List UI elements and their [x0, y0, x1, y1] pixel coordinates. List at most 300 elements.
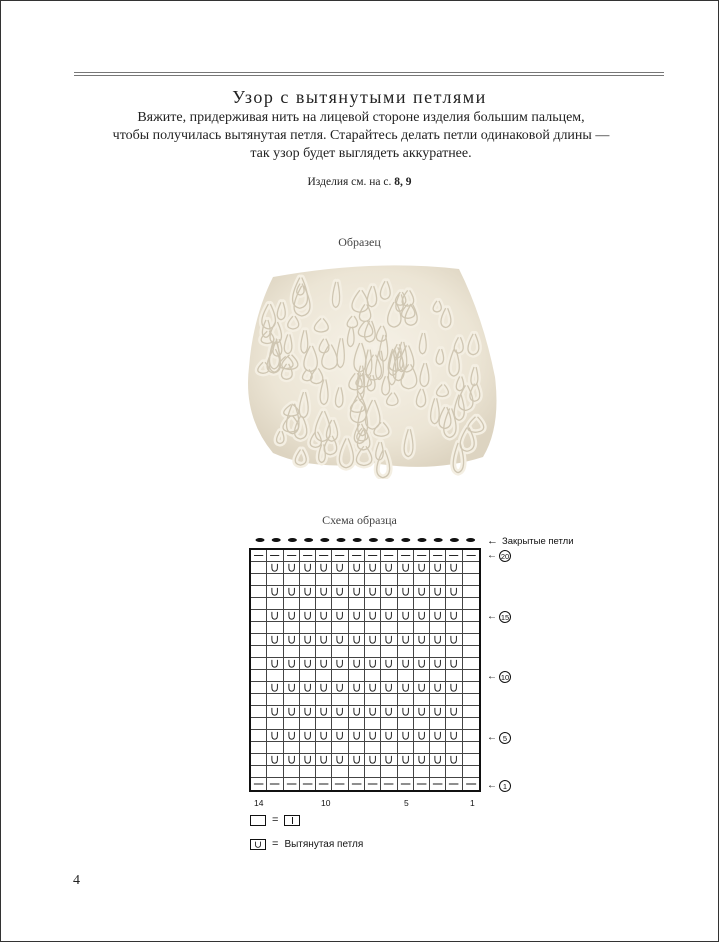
- knit-stitch-cell: [430, 670, 446, 682]
- purl-stitch-cell: [365, 778, 381, 790]
- knit-stitch-cell: [349, 742, 365, 754]
- loop-stitch-cell: [414, 730, 430, 742]
- knit-stitch-cell: [463, 646, 479, 658]
- loop-stitch-cell: [398, 682, 414, 694]
- knit-stitch-cell: [463, 730, 479, 742]
- loop-stitch-cell: [365, 562, 381, 574]
- row-number: 10: [500, 672, 510, 682]
- bind-off-label: [487, 535, 574, 547]
- knit-stitch-cell: [446, 622, 462, 634]
- row-number: 1: [499, 780, 511, 792]
- loop-stitch-cell: [316, 610, 332, 622]
- loop-stitch-cell: [365, 730, 381, 742]
- knit-stitch-cell: [430, 718, 446, 730]
- sample-photo: [233, 257, 509, 479]
- loop-stitch-cell: [381, 562, 397, 574]
- empty-cell-symbol: [250, 815, 266, 826]
- knit-stitch-cell: [463, 670, 479, 682]
- project-references: [1, 176, 718, 188]
- row-number: 15: [500, 612, 510, 622]
- knit-stitch-cell: [284, 574, 300, 586]
- loop-stitch-cell: [430, 706, 446, 718]
- knit-stitch-cell: [398, 718, 414, 730]
- loop-stitch-cell: [284, 658, 300, 670]
- knit-stitch-cell: [463, 706, 479, 718]
- loop-stitch-cell: [349, 562, 365, 574]
- knit-stitch-cell: [316, 742, 332, 754]
- knit-stitch-cell: [430, 574, 446, 586]
- knit-stitch-cell: [446, 574, 462, 586]
- knit-stitch-cell: [446, 646, 462, 658]
- pattern-title: Узор с вытянутыми петлями: [232, 87, 487, 107]
- knit-stitch-cell: [251, 562, 267, 574]
- loop-stitch-cell: [267, 658, 283, 670]
- loop-stitch-cell: [300, 586, 316, 598]
- knit-stitch-cell: [267, 694, 283, 706]
- arrow-left-icon: ←: [487, 671, 497, 682]
- loop-stitch-cell: [300, 706, 316, 718]
- loop-stitch-cell: [316, 730, 332, 742]
- knit-stitch-cell: [446, 718, 462, 730]
- loop-stitch-cell: [316, 658, 332, 670]
- arrow-left-icon: ←: [487, 780, 497, 791]
- knit-stitch-cell: [300, 622, 316, 634]
- knit-stitch-cell: [267, 670, 283, 682]
- purl-stitch-cell: [430, 550, 446, 562]
- loop-stitch-cell: [365, 610, 381, 622]
- loop-stitch-cell: [430, 754, 446, 766]
- loop-stitch-cell: [332, 706, 348, 718]
- loop-stitch-cell: [414, 634, 430, 646]
- knit-stitch-cell: [463, 694, 479, 706]
- bind-off-stitch: [337, 538, 346, 542]
- loop-stitch-cell: [316, 706, 332, 718]
- knit-stitch-cell: [463, 742, 479, 754]
- loop-stitch-cell: [349, 610, 365, 622]
- loop-stitch-cell: [300, 754, 316, 766]
- row-marker-20: [487, 549, 511, 563]
- knit-stitch-cell: [267, 646, 283, 658]
- knit-stitch-cell: [381, 646, 397, 658]
- loop-stitch-cell: [398, 586, 414, 598]
- pattern-description: [61, 109, 661, 163]
- loop-stitch-cell: [430, 610, 446, 622]
- knit-stitch-cell: [332, 766, 348, 778]
- loop-stitch-cell: [414, 586, 430, 598]
- arrow-left-icon: ←: [487, 611, 497, 622]
- knit-stitch-cell: [398, 622, 414, 634]
- knit-stitch-cell: [316, 766, 332, 778]
- bind-off-stitch: [320, 538, 329, 542]
- loop-stitch-cell: [365, 658, 381, 670]
- knit-stitch-cell: [251, 682, 267, 694]
- knit-stitch-cell: [332, 670, 348, 682]
- loop-stitch-cell: [332, 586, 348, 598]
- knit-stitch-cell: [414, 574, 430, 586]
- purl-stitch-cell: [349, 550, 365, 562]
- column-number: 10: [321, 798, 331, 808]
- knit-stitch-cell: [398, 742, 414, 754]
- loop-stitch-cell: [398, 754, 414, 766]
- column-number: 5: [404, 798, 409, 808]
- loop-stitch-label: Вытянутая петля: [284, 838, 364, 850]
- loop-stitch-cell: [300, 658, 316, 670]
- page-number: 4: [73, 873, 80, 888]
- bind-off-stitch: [256, 538, 265, 542]
- purl-stitch-cell: [316, 778, 332, 790]
- loop-stitch-cell: [267, 586, 283, 598]
- knit-stitch-cell: [365, 598, 381, 610]
- knit-stitch-cell: [300, 766, 316, 778]
- description-line: чтобы получилась вытянутая петля. Старайтесь делать петли одинаковой длины —: [112, 128, 610, 143]
- knit-stitch-cell: [446, 670, 462, 682]
- knit-stitch-cell: [267, 766, 283, 778]
- knit-stitch-cell: [365, 646, 381, 658]
- loop-stitch-cell: [300, 562, 316, 574]
- loop-stitch-cell: [349, 730, 365, 742]
- purl-stitch-cell: [398, 778, 414, 790]
- knit-stitch-cell: [300, 694, 316, 706]
- knit-stitch-cell: [365, 718, 381, 730]
- bind-off-stitch: [450, 538, 459, 542]
- loop-stitch-cell: [381, 658, 397, 670]
- loop-stitch-cell: [446, 586, 462, 598]
- knit-stitch-cell: [316, 574, 332, 586]
- loop-stitch-cell: [430, 562, 446, 574]
- knit-stitch-cell: [251, 574, 267, 586]
- knit-stitch-cell: [463, 574, 479, 586]
- purl-stitch-cell: [446, 778, 462, 790]
- loop-stitch-cell: [381, 634, 397, 646]
- knit-stitch-cell: [267, 622, 283, 634]
- purl-stitch-cell: [284, 778, 300, 790]
- knit-stitch-cell: [349, 598, 365, 610]
- loop-stitch-cell: [332, 562, 348, 574]
- knit-stitch-cell: [332, 598, 348, 610]
- knit-stitch-cell: [365, 694, 381, 706]
- knit-stitch-cell: [398, 598, 414, 610]
- knit-stitch-cell: [251, 634, 267, 646]
- row-marker-10: [487, 670, 511, 684]
- loop-stitch-cell: [446, 706, 462, 718]
- legend-equals: =: [272, 814, 279, 826]
- knit-stitch-cell: [332, 574, 348, 586]
- knit-stitch-cell: [332, 646, 348, 658]
- purl-stitch-cell: [332, 550, 348, 562]
- knit-stitch-cell: [381, 742, 397, 754]
- loop-stitch-cell: [300, 634, 316, 646]
- stitch-chart-grid: [249, 548, 481, 792]
- knit-stitch-cell: [267, 742, 283, 754]
- knit-stitch-cell: [332, 694, 348, 706]
- loop-stitch-cell: [398, 706, 414, 718]
- loop-stitch-symbol: [250, 839, 266, 850]
- row-number: 20: [500, 551, 510, 561]
- knit-stitch-cell: [316, 622, 332, 634]
- knit-stitch-cell: [284, 718, 300, 730]
- loop-stitch-cell: [414, 754, 430, 766]
- purl-stitch-cell: [300, 550, 316, 562]
- legend-loop: [250, 838, 363, 850]
- loop-stitch-cell: [414, 562, 430, 574]
- knit-stitch-cell: [446, 598, 462, 610]
- loop-stitch-cell: [381, 682, 397, 694]
- loop-stitch-cell: [365, 586, 381, 598]
- knit-stitch-cell: [414, 742, 430, 754]
- bind-off-stitch: [401, 538, 410, 542]
- loop-stitch-cell: [267, 754, 283, 766]
- bind-off-stitch: [466, 538, 475, 542]
- knit-stitch-cell: [349, 574, 365, 586]
- knit-stitch-cell: [463, 598, 479, 610]
- bind-off-stitch: [434, 538, 443, 542]
- bind-off-stitch: [369, 538, 378, 542]
- row-marker-1: [487, 779, 511, 793]
- loop-stitch-cell: [446, 754, 462, 766]
- knit-stitch-cell: [414, 718, 430, 730]
- loop-stitch-cell: [267, 706, 283, 718]
- knit-stitch-cell: [414, 646, 430, 658]
- purl-stitch-cell: [300, 778, 316, 790]
- knit-stitch-cell: [284, 742, 300, 754]
- knit-stitch-cell: [430, 598, 446, 610]
- purl-stitch-cell: [463, 778, 479, 790]
- knit-stitch-cell: [251, 658, 267, 670]
- arrow-left-icon: ←: [487, 732, 497, 743]
- knit-stitch-cell: [349, 622, 365, 634]
- loop-stitch-cell: [267, 634, 283, 646]
- arrow-left-icon: ←: [487, 550, 497, 561]
- loop-stitch-cell: [316, 634, 332, 646]
- knit-stitch-cell: [398, 766, 414, 778]
- loop-stitch-cell: [398, 610, 414, 622]
- loop-stitch-cell: [446, 610, 462, 622]
- loop-stitch-cell: [414, 610, 430, 622]
- knit-stitch-cell: [316, 718, 332, 730]
- loop-stitch-cell: [446, 730, 462, 742]
- knit-stitch-cell: [398, 670, 414, 682]
- knit-stitch-cell: [300, 598, 316, 610]
- knit-stitch-cell: [463, 754, 479, 766]
- knit-stitch-cell: [430, 742, 446, 754]
- purl-stitch-cell: [267, 778, 283, 790]
- loop-stitch-cell: [332, 682, 348, 694]
- purl-stitch-cell: [381, 778, 397, 790]
- purl-stitch-cell: [251, 550, 267, 562]
- knit-stitch-cell: [284, 670, 300, 682]
- knit-stitch-cell: [398, 574, 414, 586]
- loop-stitch-cell: [430, 682, 446, 694]
- column-number: 14: [254, 798, 264, 808]
- loop-stitch-cell: [446, 562, 462, 574]
- loop-stitch-cell: [365, 754, 381, 766]
- loop-stitch-cell: [332, 754, 348, 766]
- bind-off-stitch: [418, 538, 427, 542]
- loop-stitch-cell: [398, 562, 414, 574]
- knit-stitch-cell: [251, 730, 267, 742]
- knit-stitch-cell: [251, 670, 267, 682]
- purl-stitch-cell: [332, 778, 348, 790]
- knit-stitch-cell: [349, 694, 365, 706]
- knit-stitch-cell: [414, 670, 430, 682]
- loop-stitch-cell: [332, 634, 348, 646]
- loop-stitch-cell: [284, 706, 300, 718]
- knit-stitch-cell: [251, 622, 267, 634]
- loop-stitch-cell: [316, 586, 332, 598]
- knit-stitch-cell: [365, 742, 381, 754]
- knit-stitch-cell: [284, 598, 300, 610]
- chart-label: Схема образца: [322, 513, 397, 527]
- loop-stitch-cell: [332, 610, 348, 622]
- loop-stitch-cell: [316, 682, 332, 694]
- loop-stitch-cell: [381, 730, 397, 742]
- loop-stitch-cell: [332, 658, 348, 670]
- knit-stitch-cell: [414, 694, 430, 706]
- knit-stitch-cell: [251, 646, 267, 658]
- knit-stitch-cell: [414, 622, 430, 634]
- loop-stitch-cell: [300, 610, 316, 622]
- knit-stitch-cell: [251, 766, 267, 778]
- knit-stitch-cell: [463, 610, 479, 622]
- knit-stitch-cell: [381, 670, 397, 682]
- bind-off-row: [252, 536, 480, 544]
- knit-stitch-cell: [365, 766, 381, 778]
- knit-stitch-cell: [284, 622, 300, 634]
- knit-stitch-cell: [284, 694, 300, 706]
- loop-stitch-cell: [414, 658, 430, 670]
- knit-stitch-cell: [381, 718, 397, 730]
- knit-stitch-cell: [332, 718, 348, 730]
- knit-stitch-cell: [381, 622, 397, 634]
- loop-stitch-cell: [430, 634, 446, 646]
- knit-stitch-cell: [430, 766, 446, 778]
- bind-off-stitch: [385, 538, 394, 542]
- knit-stitch-cell: [316, 646, 332, 658]
- purl-stitch-cell: [365, 550, 381, 562]
- purl-stitch-cell: [414, 550, 430, 562]
- knit-stitch-cell: [251, 718, 267, 730]
- loop-stitch-cell: [349, 754, 365, 766]
- loop-stitch-cell: [414, 682, 430, 694]
- knit-stitch-cell: [251, 598, 267, 610]
- knit-stitch-cell: [381, 574, 397, 586]
- loop-stitch-cell: [349, 634, 365, 646]
- knit-stitch-cell: [398, 646, 414, 658]
- sample-label: Образец: [338, 235, 381, 249]
- knit-stitch-cell: [381, 694, 397, 706]
- purl-stitch-cell: [316, 550, 332, 562]
- loop-stitch-cell: [267, 562, 283, 574]
- loop-stitch-cell: [284, 730, 300, 742]
- knit-stitch-cell: [381, 766, 397, 778]
- purl-stitch-cell: [267, 550, 283, 562]
- knit-stitch-cell: [349, 718, 365, 730]
- loop-stitch-cell: [430, 730, 446, 742]
- loop-stitch-cell: [284, 682, 300, 694]
- loop-stitch-cell: [284, 634, 300, 646]
- description-line: Вяжите, придерживая нить на лицевой стороне изделия большим пальцем,: [137, 110, 585, 125]
- loop-stitch-cell: [365, 634, 381, 646]
- loop-stitch-cell: [284, 586, 300, 598]
- knit-stitch-cell: [267, 574, 283, 586]
- loop-stitch-cell: [365, 706, 381, 718]
- knit-stitch-cell: [463, 562, 479, 574]
- legend-knit: [250, 814, 300, 826]
- knit-stitch-cell: [267, 598, 283, 610]
- purl-stitch-cell: [430, 778, 446, 790]
- loop-stitch-cell: [446, 658, 462, 670]
- loop-stitch-cell: [316, 562, 332, 574]
- bind-off-stitch: [288, 538, 297, 542]
- loop-stitch-cell: [381, 586, 397, 598]
- loop-stitch-cell: [381, 706, 397, 718]
- knit-stitch-cell: [332, 622, 348, 634]
- knit-stitch-cell: [251, 754, 267, 766]
- purl-stitch-cell: [463, 550, 479, 562]
- refs-pages: 8, 9: [394, 176, 412, 188]
- loop-stitch-cell: [398, 634, 414, 646]
- bind-off-stitch: [353, 538, 362, 542]
- loop-stitch-cell: [267, 682, 283, 694]
- purl-stitch-cell: [349, 778, 365, 790]
- loop-stitch-cell: [267, 730, 283, 742]
- knit-stitch-cell: [430, 646, 446, 658]
- knit-stitch-cell: [430, 622, 446, 634]
- knit-stitch-cell: [300, 742, 316, 754]
- purl-stitch-cell: [381, 550, 397, 562]
- knit-stitch-cell: [251, 610, 267, 622]
- knit-stitch-cell: [446, 742, 462, 754]
- loop-stitch-cell: [365, 682, 381, 694]
- knit-stitch-cell: [398, 694, 414, 706]
- loop-stitch-cell: [430, 658, 446, 670]
- knit-stitch-cell: [349, 646, 365, 658]
- knit-stitch-cell: [446, 694, 462, 706]
- loop-stitch-cell: [349, 658, 365, 670]
- loop-stitch-cell: [398, 730, 414, 742]
- knit-stitch-cell: [381, 598, 397, 610]
- knit-stitch-cell: [463, 634, 479, 646]
- knit-stitch-cell: [365, 574, 381, 586]
- knit-stitch-cell: [414, 598, 430, 610]
- knit-stitch-cell: [463, 658, 479, 670]
- legend-equals: =: [272, 838, 279, 850]
- loop-stitch-cell: [349, 706, 365, 718]
- knit-stitch-cell: [251, 742, 267, 754]
- loop-stitch-cell: [332, 730, 348, 742]
- knit-stitch-cell: [463, 766, 479, 778]
- purl-stitch-cell: [398, 550, 414, 562]
- loop-stitch-cell: [267, 610, 283, 622]
- loop-stitch-cell: [284, 562, 300, 574]
- loop-stitch-cell: [349, 586, 365, 598]
- loop-stitch-cell: [349, 682, 365, 694]
- knit-stitch-cell: [463, 682, 479, 694]
- row-marker-15: [487, 610, 511, 624]
- knit-stitch-cell: [446, 766, 462, 778]
- knit-stitch-cell: [251, 694, 267, 706]
- purl-stitch-cell: [414, 778, 430, 790]
- knit-stitch-cell: [284, 766, 300, 778]
- arrow-left-icon: ←: [487, 535, 498, 547]
- purl-stitch-cell: [251, 778, 267, 790]
- purl-stitch-cell: [284, 550, 300, 562]
- bind-off-stitch: [304, 538, 313, 542]
- knit-stitch-cell: [414, 766, 430, 778]
- loop-stitch-cell: [414, 706, 430, 718]
- knit-stitch-cell: [251, 586, 267, 598]
- knit-stitch-cell: [463, 718, 479, 730]
